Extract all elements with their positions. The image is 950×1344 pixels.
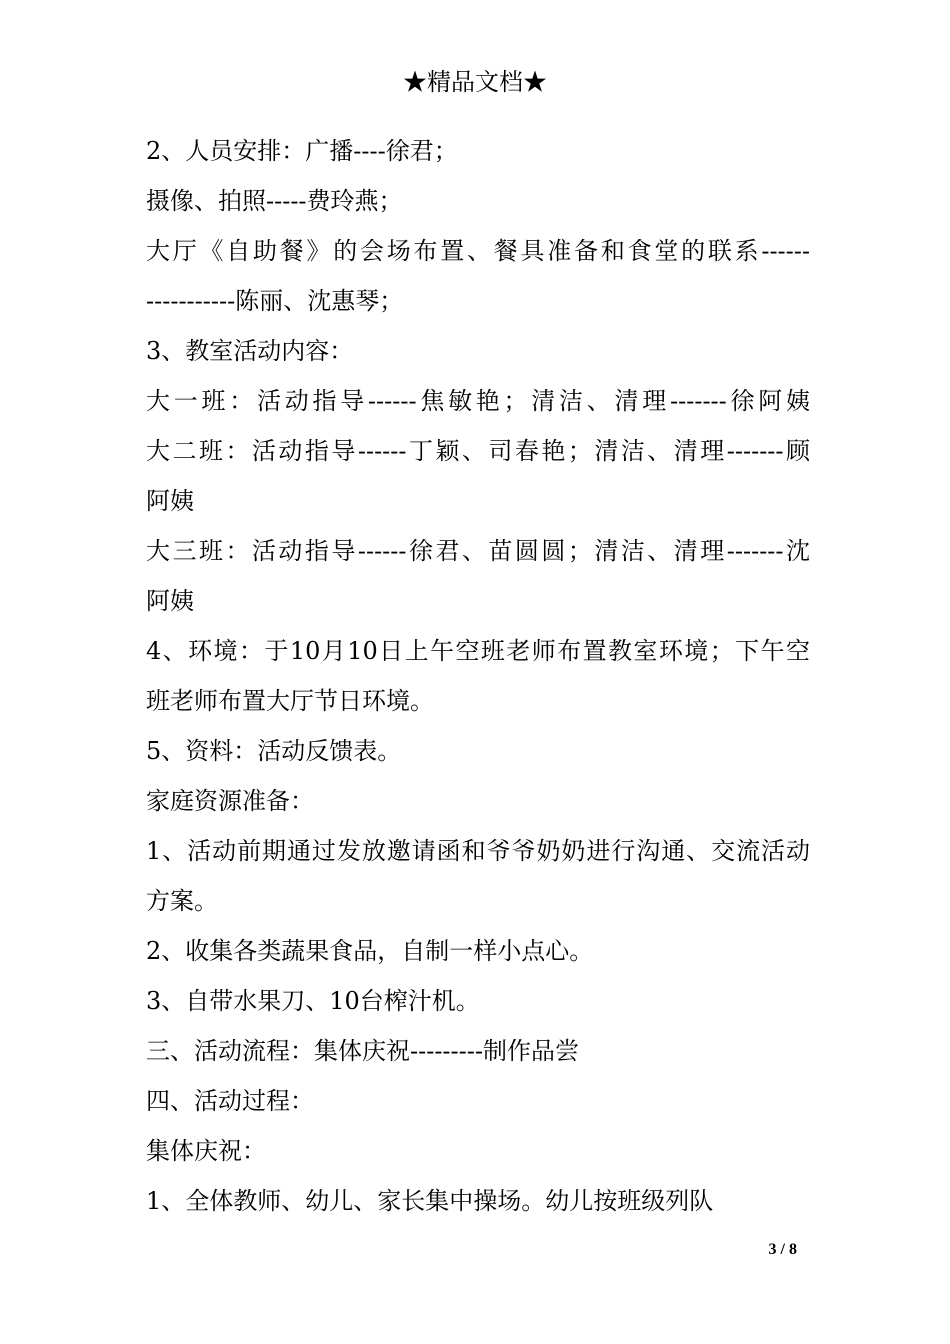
text-line: 方案。 xyxy=(146,887,218,915)
text-line: -----------陈丽、沈惠琴； xyxy=(146,287,404,315)
text-line: 4、环境：于10月10日上午空班老师布置教室环境；下午空 xyxy=(146,637,810,665)
text-line: 3、自带水果刀、10台榨汁机。 xyxy=(146,987,480,1015)
text-line: 大二班：活动指导------丁颖、司春艳；清洁、清理-------顾 xyxy=(146,437,810,465)
text-line: 家庭资源准备： xyxy=(146,787,314,815)
document-body xyxy=(146,126,810,1226)
text-line: 摄像、拍照-----费玲燕； xyxy=(146,187,403,215)
page-header-title: ★精品文档★ xyxy=(403,68,547,96)
text-line: 1、全体教师、幼儿、家长集中操场。幼儿按班级列队 xyxy=(146,1187,714,1215)
text-line: 2、收集各类蔬果食品，自制一样小点心。 xyxy=(146,937,594,965)
text-line: 阿姨 xyxy=(146,487,194,515)
text-line: 阿姨 xyxy=(146,587,194,615)
text-line: 大厅《自助餐》的会场布置、餐具准备和食堂的联系------ xyxy=(146,237,810,265)
text-line: 班老师布置大厅节日环境。 xyxy=(146,687,434,715)
text-line: 3、教室活动内容： xyxy=(146,337,354,365)
text-line: 集体庆祝： xyxy=(146,1137,266,1165)
text-line: 1、活动前期通过发放邀请函和爷爷奶奶进行沟通、交流活动 xyxy=(146,837,810,865)
text-line: 大三班：活动指导------徐君、苗圆圆；清洁、清理-------沈 xyxy=(146,537,810,565)
text-line: 大一班：活动指导------焦敏艳；清洁、清理-------徐阿姨 xyxy=(146,387,810,415)
text-line: 2、人员安排：广播----徐君； xyxy=(146,137,458,165)
text-line: 5、资料：活动反馈表。 xyxy=(146,737,402,765)
page-number: 3 / 8 xyxy=(768,1241,797,1258)
text-line: 四、活动过程： xyxy=(146,1087,314,1115)
text-line: 三、活动流程：集体庆祝---------制作品尝 xyxy=(146,1037,579,1065)
